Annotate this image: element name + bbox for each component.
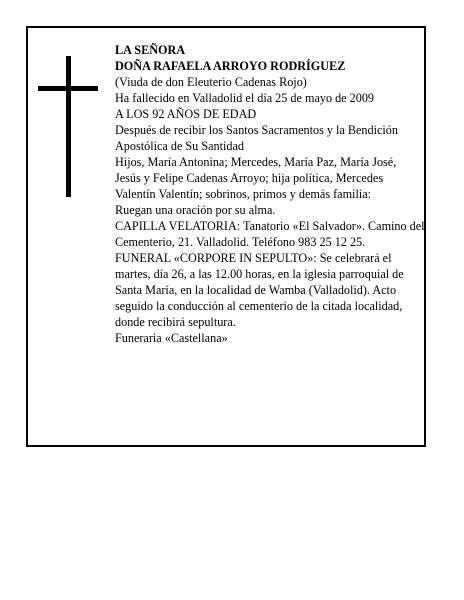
prayer-request: Ruegan una oración por su alma. [115, 203, 276, 217]
honorific-heading: LA SEÑORA [115, 43, 186, 57]
notice-text [115, 42, 425, 346]
deceased-name: DOÑA RAFAELA ARROYO RODRÍGUEZ [115, 59, 346, 73]
age-line: A LOS 92 AÑOS DE EDAD [115, 107, 257, 121]
cross-horizontal-bar [38, 86, 98, 91]
sacraments-line: Después de recibir los Santos Sacramentos y la Bendición Apostólica de Su Santidad [115, 123, 398, 153]
chapel-info: CAPILLA VELATORIA: Tanatorio «El Salvador». Camino del Cementerio, 21. Valladolid. Teléfono 983 25 12 25. [115, 219, 425, 249]
obituary-notice [26, 26, 426, 447]
funeral-home: Funeraria «Castellana» [115, 331, 228, 345]
funeral-info: FUNERAL «CORPORE IN SEPULTO»: Se celebrará el martes, día 26, a las 12.00 horas, en la iglesia parroquial de Santa María, en la localidad de Wamba (Valladolid). Acto seguido la conducción al cementerio de la citada localidad, donde recibirá sepultura. [115, 251, 404, 329]
cross-vertical-bar [66, 56, 71, 197]
widow-note: (Viuda de don Eleuterio Cadenas Rojo) [115, 75, 307, 89]
family-list: Hijos, María Antonina; Mercedes, María Paz, María José, Jesús y Felipe Cadenas Arroyo; hija política, Mercedes Valentín Valentín; sobrinos, primos y demás familia: [115, 155, 397, 201]
death-date: Ha fallecido en Valladolid el día 25 de mayo de 2009 [115, 91, 375, 105]
